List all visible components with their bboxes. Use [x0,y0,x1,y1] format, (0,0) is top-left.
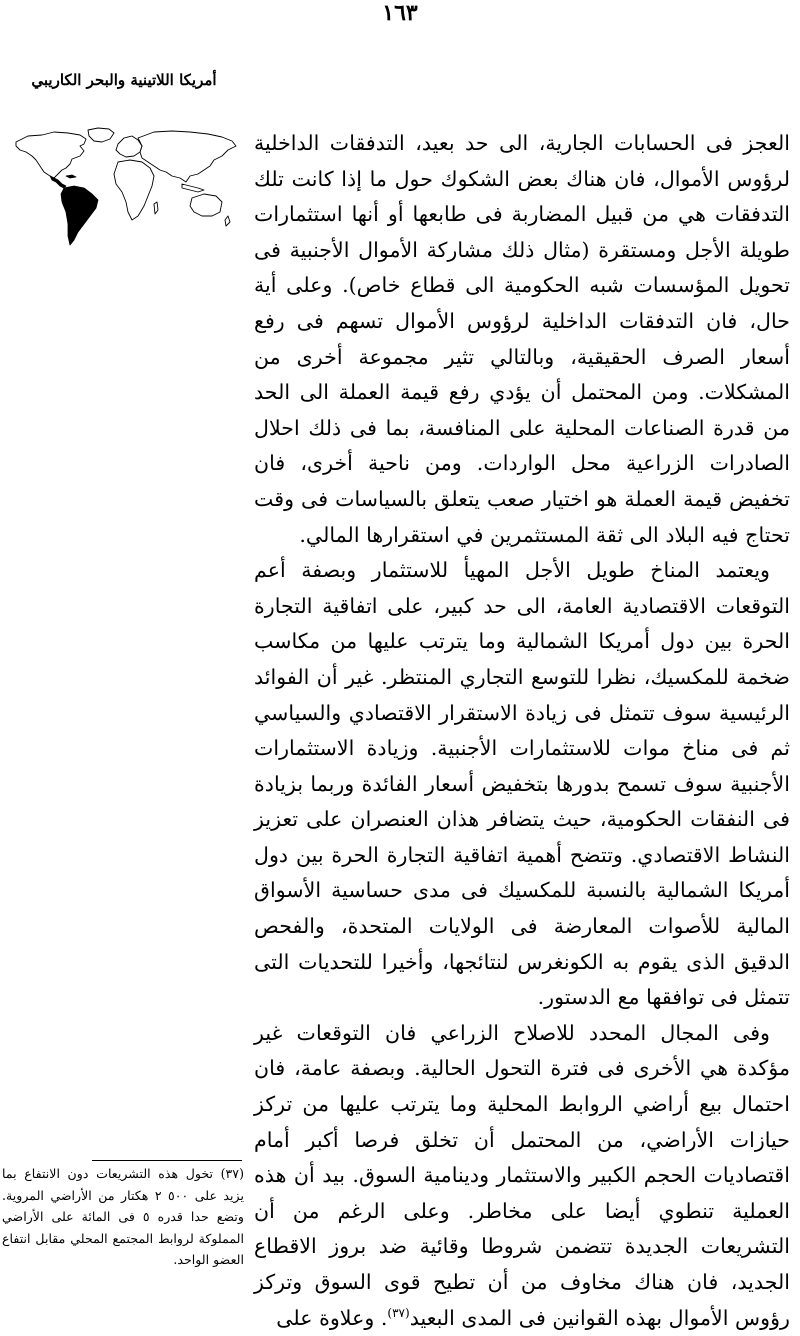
greenland-shape [88,128,114,142]
caribbean-islands-shape [66,175,76,178]
paragraph-2: ويعتمد المناخ طويل الأجل المهيأ للاستثمار وبصفة أعم التوقعات الاقتصادية العامة، الى حد كبير، على اتفاقية التجارة الحرة بين دول أمريكا الشمالية وما يترتب عليها من مكاسب ضخمة للمكسيك، نظرا للتوسع التجاري المنتظر. غير أن الفوائد الرئيسية سوف تتمثل فى زيادة الاستقرار الاقتصادي والسياسي ثم فى مناخ موات للاستثمارات الأجنبية. وزيادة الاستثمارات الأجنبية سوف تسمح بدورها بتخفيض أسعار الفائدة وربما بزيادة فى النفقات الحكومية، حيث يتضافر هذان العنصران على تعزيز النشاط الاقتصادي. وتتضح أهمية اتفاقية التجارة الحرة بين دول أمريكا الشمالية بالنسبة للمكسيك فى مدى حساسية الأسواق المالية للأصوات المعارضة فى الولايات المتحدة، والفحص الدقيق الذى يقوم به الكونغرس لنتائجها، وأخيرا للتحديات التى تتمثل فى توافقها مع الدستور. [254,558,790,1010]
main-text-column [254,126,790,1330]
sidebar-region-caption: أمريكا اللاتينية والبحر الكاريبي [31,71,217,89]
world-map-icon [14,124,240,248]
footnote-37: (٣٧) تخول هذه التشريعات دون الانتفاع بما يزيد على ٥٠٠ ٢ هكتار من الأراضي المروية. وتضع حدا قدره ٥ فى المائة على الأراضي المملوكة لروابط المجتمع المحلي مقابل انتفاع العضو الواحد. [2,1166,245,1267]
paragraph-3 [254,1016,790,1336]
africa-shape [114,160,154,220]
footnote-divider [92,1160,242,1161]
madagascar-shape [154,202,158,214]
australia-shape [190,194,222,216]
north-america-shape [16,132,86,178]
paragraph-3-text: وفى المجال المحدد للاصلاح الزراعي فان التوقعات غير مؤكدة هي الأخرى فى فترة التحول الحالية. وبصفة عامة، فان احتمال بيع أراضي الروابط المحلية وما يترتب عليها من تركز حيازات الأراضي، من المحتمل أن تخلق فرصا أكبر أمام اقتصاديات الحجم الكبير والاستثمار ودينامية السوق. بيد أن هذه العملية تنطوي أيضا على مخاطر. وعلى الرغم من أن التشريعات الجديدة تتضمن شروطا وقائية ضد بروز الاقطاع الجديد، فان هناك مخاوف من أن تطيح قوى السوق وتركز رؤوس الأموال بهذه القوانين فى المدى البعيد [254,1020,790,1330]
indonesia-shape [182,184,204,192]
footnote-reference[interactable]: (٣٧) [387,1305,410,1320]
page-number: ١٦٣ [382,0,418,26]
paragraph-1: العجز فى الحسابات الجارية، الى حد بعيد، التدفقات الداخلية لرؤوس الأموال، فان هناك بعض الشكوك حول ما إذا كانت تلك التدفقات هي من قبيل المضاربة فى طابعها أو أنها استثمارات طويلة الأجل ومستقرة (مثال ذلك مشاركة الأموال الأجنبية فى تحويل المؤسسات شبه الحكومية الى قطاع خاص). وعلى أية حال، فان التدفقات الداخلية لرؤوس الأموال تسهم فى رفع أسعار الصرف الحقيقية، وبالتالي تثير مجموعة أخرى من المشكلات. ومن المحتمل أن يؤدي رفع قيمة العملة الى الحد من قدرة الصناعات المحلية على المنافسة، بما فى ذلك احلال الصادرات الزراعية محل الواردات. ومن ناحية أخرى، فان تخفيض قيمة العملة هو اختيار صعب يتعلق بالسياسات فى وقت تحتاج فيه البلاد الى ثقة المستثمرين في استقرارها المالي. [254,131,790,547]
central-america-shape [50,176,66,188]
new-zealand-shape [225,216,230,226]
south-america-shape [61,186,98,245]
paragraph-3-tail: . وعلاوة على [276,1305,388,1330]
